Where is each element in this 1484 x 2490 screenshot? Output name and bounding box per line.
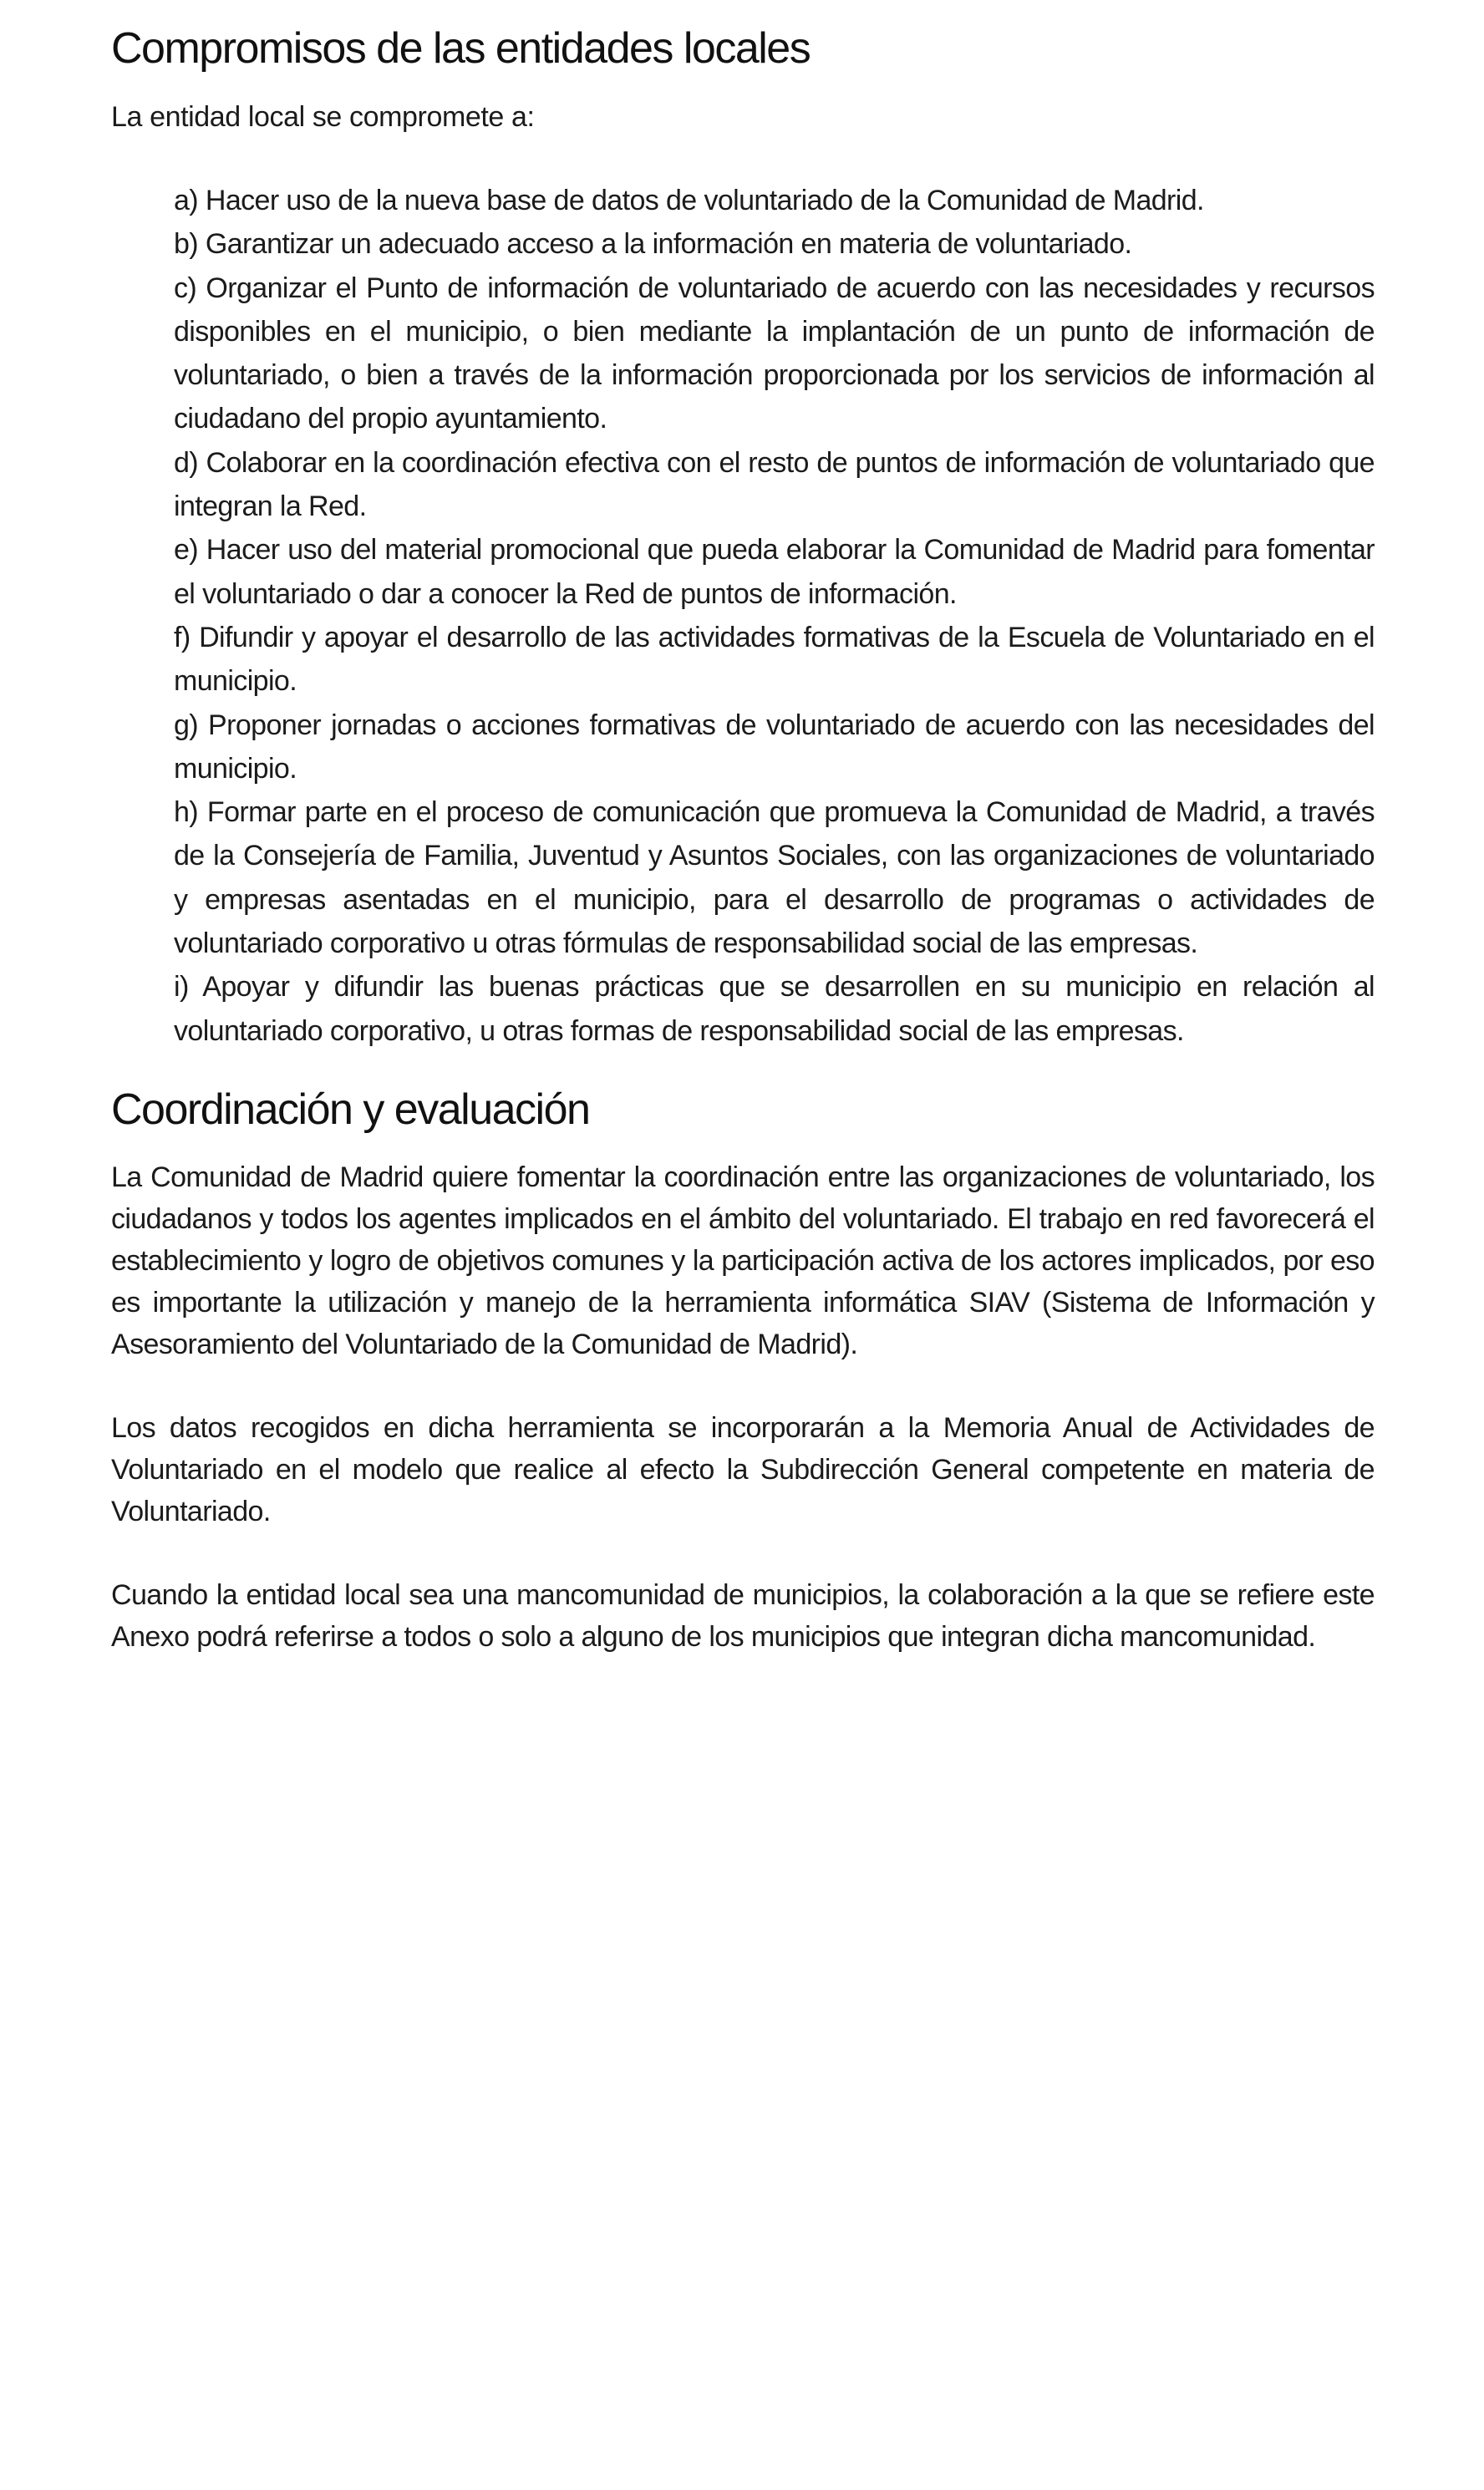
section-title-coordinacion: Coordinación y evaluación: [111, 1085, 590, 1134]
commitment-item-a: a) Hacer uso de la nueva base de datos de voluntariado de la Comunidad de Madrid.: [174, 185, 1204, 216]
commitment-item-h: h) Formar parte en el proceso de comunicación que promueva la Comunidad de Madrid, a través de la Consejería de Familia, Juventud y Asuntos Sociales, con las organizaciones de voluntariado y empresas asentadas en el municipio, para el desarrollo de programas o actividades de voluntariado corporativo u otras fórmulas de responsabilidad social de las empresas.: [174, 796, 1375, 960]
commitment-item-f: f) Difundir y apoyar el desarrollo de las actividades formativas de la Escuela de Voluntariado en el municipio.: [174, 621, 1375, 698]
commitment-item-c: c) Organizar el Punto de información de voluntariado de acuerdo con las necesidades y recursos disponibles en el municipio, o bien mediante la implantación de un punto de información de voluntariado, o bien a través de la información proporcionada por los servicios de información al ciudadano del propio ayuntamiento.: [174, 272, 1375, 435]
paragraph-memoria: Los datos recogidos en dicha herramienta se incorporarán a la Memoria Anual de Actividades de Voluntariado en el modelo que realice al efecto la Subdirección General competente en materia de Voluntariado.: [111, 1411, 1375, 1527]
section-coordinacion: [111, 1083, 1375, 1658]
intro-text: La entidad local se compromete a:: [111, 101, 535, 133]
section-compromisos: [111, 22, 1375, 1053]
document-content: [111, 22, 1375, 1658]
commitment-item-g: g) Proponer jornadas o acciones formativas de voluntariado de acuerdo con las necesidades del municipio.: [174, 709, 1375, 785]
section-title-compromisos: Compromisos de las entidades locales: [111, 24, 811, 73]
commitment-item-d: d) Colaborar en la coordinación efectiva con el resto de puntos de información de voluntariado que integran la Red.: [174, 446, 1375, 523]
commitment-item-i: i) Apoyar y difundir las buenas prácticas que se desarrollen en su municipio en relación al voluntariado corporativo, u otras formas de responsabilidad social de las empresas.: [174, 971, 1375, 1047]
commitment-item-b: b) Garantizar un adecuado acceso a la información en materia de voluntariado.: [174, 228, 1132, 261]
commitment-item-e: e) Hacer uso del material promocional que pueda elaborar la Comunidad de Madrid para fomentar el voluntariado o dar a conocer la Red de puntos de información.: [174, 534, 1375, 610]
commitments-list: [111, 179, 1375, 1053]
paragraph-mancomunidad: Cuando la entidad local sea una mancomunidad de municipios, la colaboración a la que se refiere este Anexo podrá referirse a todos o solo a alguno de los municipios que integran dicha mancomunidad.: [111, 1578, 1375, 1653]
paragraph-coordinacion: La Comunidad de Madrid quiere fomentar la coordinación entre las organizaciones de voluntariado, los ciudadanos y todos los agentes implicados en el ámbito del voluntariado. El trabajo en red favorecerá el establecimiento y logro de objetivos comunes y la participación activa de los actores implicados, por eso es importante la utilización y manejo de la herramienta informática SIAV (Sistema de Información y Asesoramiento del Voluntariado de la Comunidad de Madrid).: [111, 1161, 1375, 1360]
